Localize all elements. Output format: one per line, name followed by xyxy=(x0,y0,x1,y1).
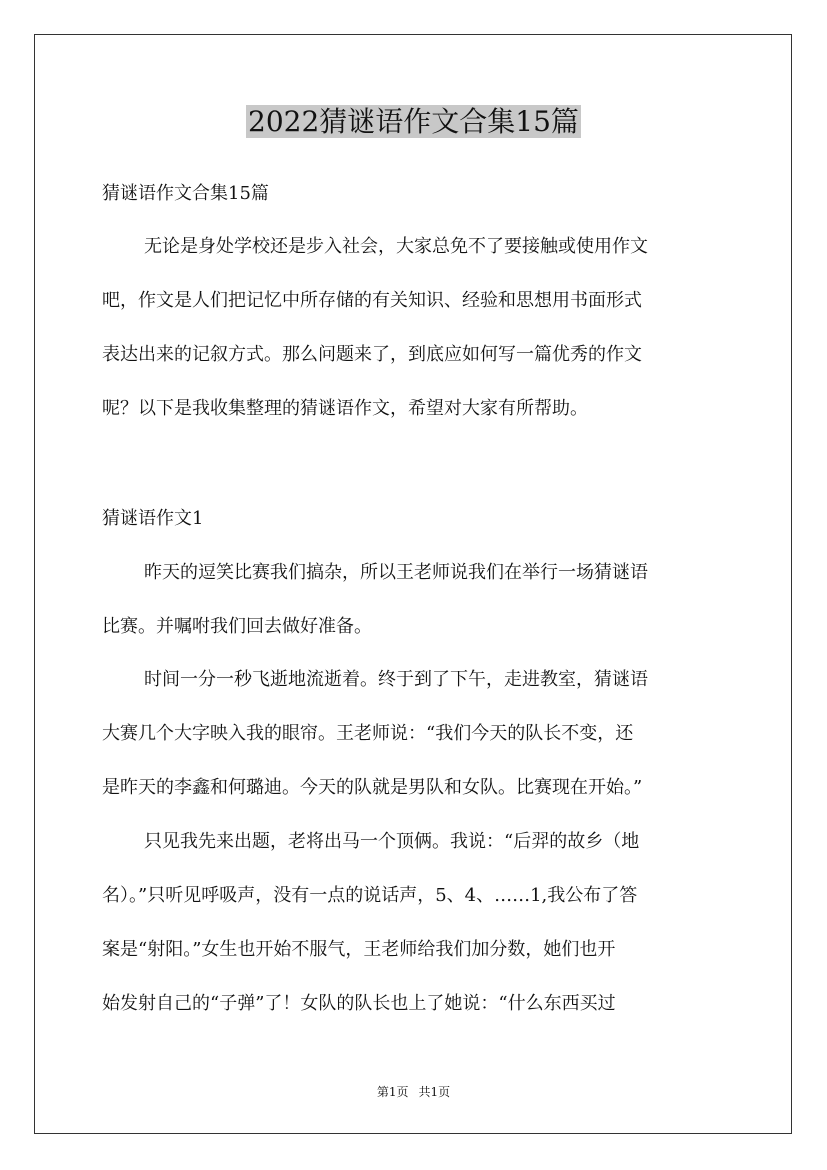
body-line-1: 昨天的逗笑比赛我们搞杂，所以王老师说我们在举行一场猜谜语 xyxy=(144,562,648,583)
page-footer xyxy=(0,1083,827,1101)
body-line-7: 名）。”只听见呼吸声，没有一点的说话声，5、4、……1,我公布了答 xyxy=(102,885,638,906)
page-total: 共1页 xyxy=(418,1085,451,1099)
intro-line-4: 呢？以下是我收集整理的猜谜语作文，希望对大家有所帮助。 xyxy=(102,398,588,419)
title-highlight: 2022猜谜语作文合集15篇 xyxy=(248,105,579,138)
intro-line-1: 无论是身处学校还是步入社会，大家总免不了要接触或使用作文 xyxy=(144,236,648,257)
subtitle: 猜谜语作文合集15篇 xyxy=(102,183,269,204)
body-line-9: 始发射自己的“子弹”了！女队的队长也上了她说：“什么东西买过 xyxy=(102,993,616,1014)
intro-line-2: 吧，作文是人们把记忆中所存储的有关知识、经验和思想用书面形式 xyxy=(102,290,642,311)
intro-line-3: 表达出来的记叙方式。那么问题来了，到底应如何写一篇优秀的作文 xyxy=(102,344,642,365)
body-line-3: 时间一分一秒飞逝地流逝着。终于到了下午，走进教室，猜谜语 xyxy=(144,669,648,690)
document-title xyxy=(0,100,827,144)
body-line-6: 只见我先来出题，老将出马一个顶俩。我说：“后羿的故乡（地 xyxy=(144,831,640,852)
body-line-4: 大赛几个大字映入我的眼帘。王老师说：“我们今天的队长不变，还 xyxy=(102,723,634,744)
body-line-2: 比赛。并嘱咐我们回去做好准备。 xyxy=(102,616,372,637)
page-number: 第1页 xyxy=(376,1085,409,1099)
body-line-8: 案是“射阳。”女生也开始不服气，王老师给我们加分数，她们也开 xyxy=(102,939,616,960)
body-line-5: 是昨天的李鑫和何璐迪。今天的队就是男队和女队。比赛现在开始。” xyxy=(102,777,643,798)
section-heading: 猜谜语作文1 xyxy=(102,508,204,529)
